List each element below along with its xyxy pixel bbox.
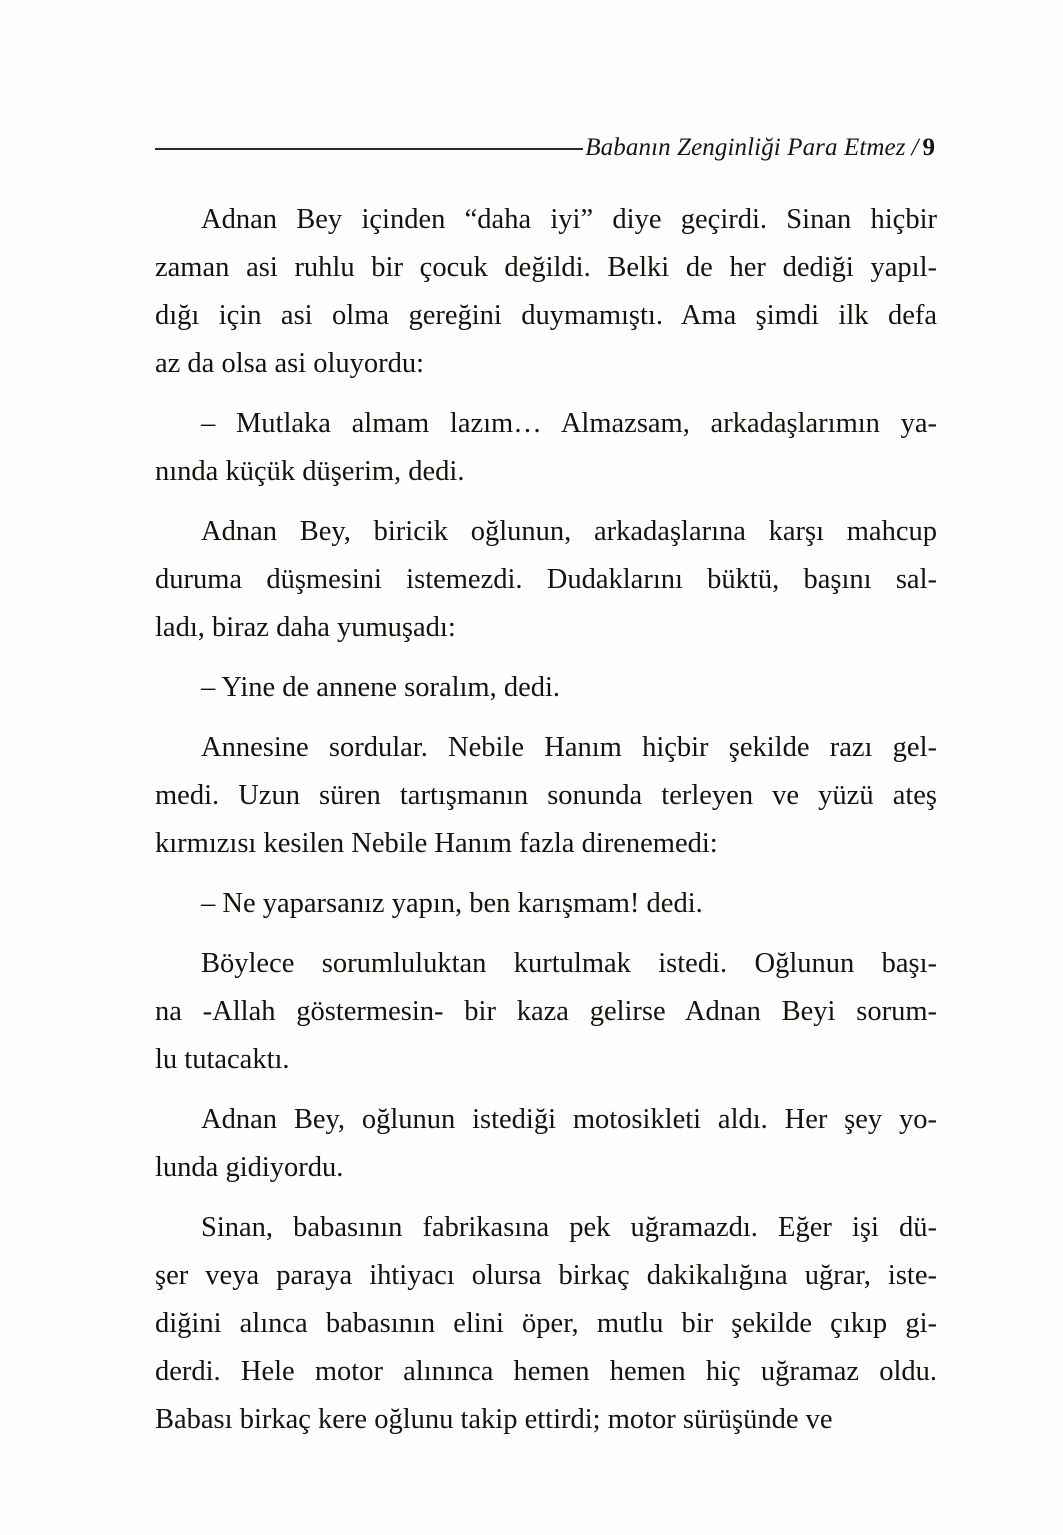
body-text [155, 196, 937, 1456]
text-line: kırmızısı kesilen Nebile Hanım fazla direnemedi: [155, 828, 718, 859]
text-line: medi. Uzun süren tartışmanın sonunda terleyen ve yüzü ateş [155, 780, 937, 811]
text-line: duruma düşmesini istemezdi. Dudaklarını büktü, başını sal- [155, 564, 937, 595]
header-rule [155, 148, 583, 150]
paragraph [155, 1204, 937, 1444]
text-line: derdi. Hele motor alınınca hemen hemen hiç uğramaz oldu. [155, 1356, 937, 1387]
text-line: – Ne yaparsanız yapın, ben karışmam! dedi. [201, 888, 703, 919]
text-line: na -Allah göstermesin- bir kaza gelirse Adnan Beyi sorum- [155, 996, 937, 1027]
text-line: şer veya paraya ihtiyacı olursa birkaç dakikalığına uğrar, iste- [155, 1260, 937, 1291]
text-line: dığı için asi olma gereğini duymamıştı. Ama şimdi ilk defa [155, 300, 937, 331]
paragraph [155, 1096, 937, 1192]
text-line: Adnan Bey, biricik oğlunun, arkadaşlarına karşı mahcup [201, 516, 937, 547]
paragraph [155, 508, 937, 652]
text-line: Adnan Bey içinden “daha iyi” diye geçirdi. Sinan hiçbir [201, 204, 937, 235]
text-line: lu tutacaktı. [155, 1044, 290, 1075]
text-line: diğini alınca babasının elini öper, mutlu bir şekilde çıkıp gi- [155, 1308, 937, 1339]
paragraph [155, 196, 937, 388]
page-number: 9 [922, 134, 935, 161]
text-line: Sinan, babasının fabrikasına pek uğramazdı. Eğer işi dü- [201, 1212, 937, 1243]
paragraph [155, 400, 937, 496]
running-head [155, 128, 935, 168]
text-line: az da olsa asi oluyordu: [155, 348, 425, 379]
header-separator: / [911, 134, 919, 161]
text-line: ladı, biraz daha yumuşadı: [155, 612, 456, 643]
text-line: Annesine sordular. Nebile Hanım hiçbir şekilde razı gel- [201, 732, 937, 763]
text-line: lunda gidiyordu. [155, 1152, 344, 1183]
text-line: Adnan Bey, oğlunun istediği motosikleti aldı. Her şey yo- [201, 1104, 937, 1135]
header-book-title: Babanın Zenginliği Para Etmez [585, 134, 906, 161]
paragraph [155, 880, 937, 928]
paragraph [155, 940, 937, 1084]
text-line: Babası birkaç kere oğlunu takip ettirdi; motor sürüşünde ve [155, 1404, 833, 1435]
text-line: – Yine de annene soralım, dedi. [201, 672, 561, 703]
text-line: – Mutlaka almam lazım… Almazsam, arkadaşlarımın ya- [201, 408, 937, 439]
text-line: Böylece sorumluluktan kurtulmak istedi. Oğlunun başı- [201, 948, 937, 979]
paragraph [155, 664, 937, 712]
text-line: zaman asi ruhlu bir çocuk değildi. Belki de her dediği yapıl- [155, 252, 937, 283]
text-line: nında küçük düşerim, dedi. [155, 456, 465, 487]
paragraph [155, 724, 937, 868]
